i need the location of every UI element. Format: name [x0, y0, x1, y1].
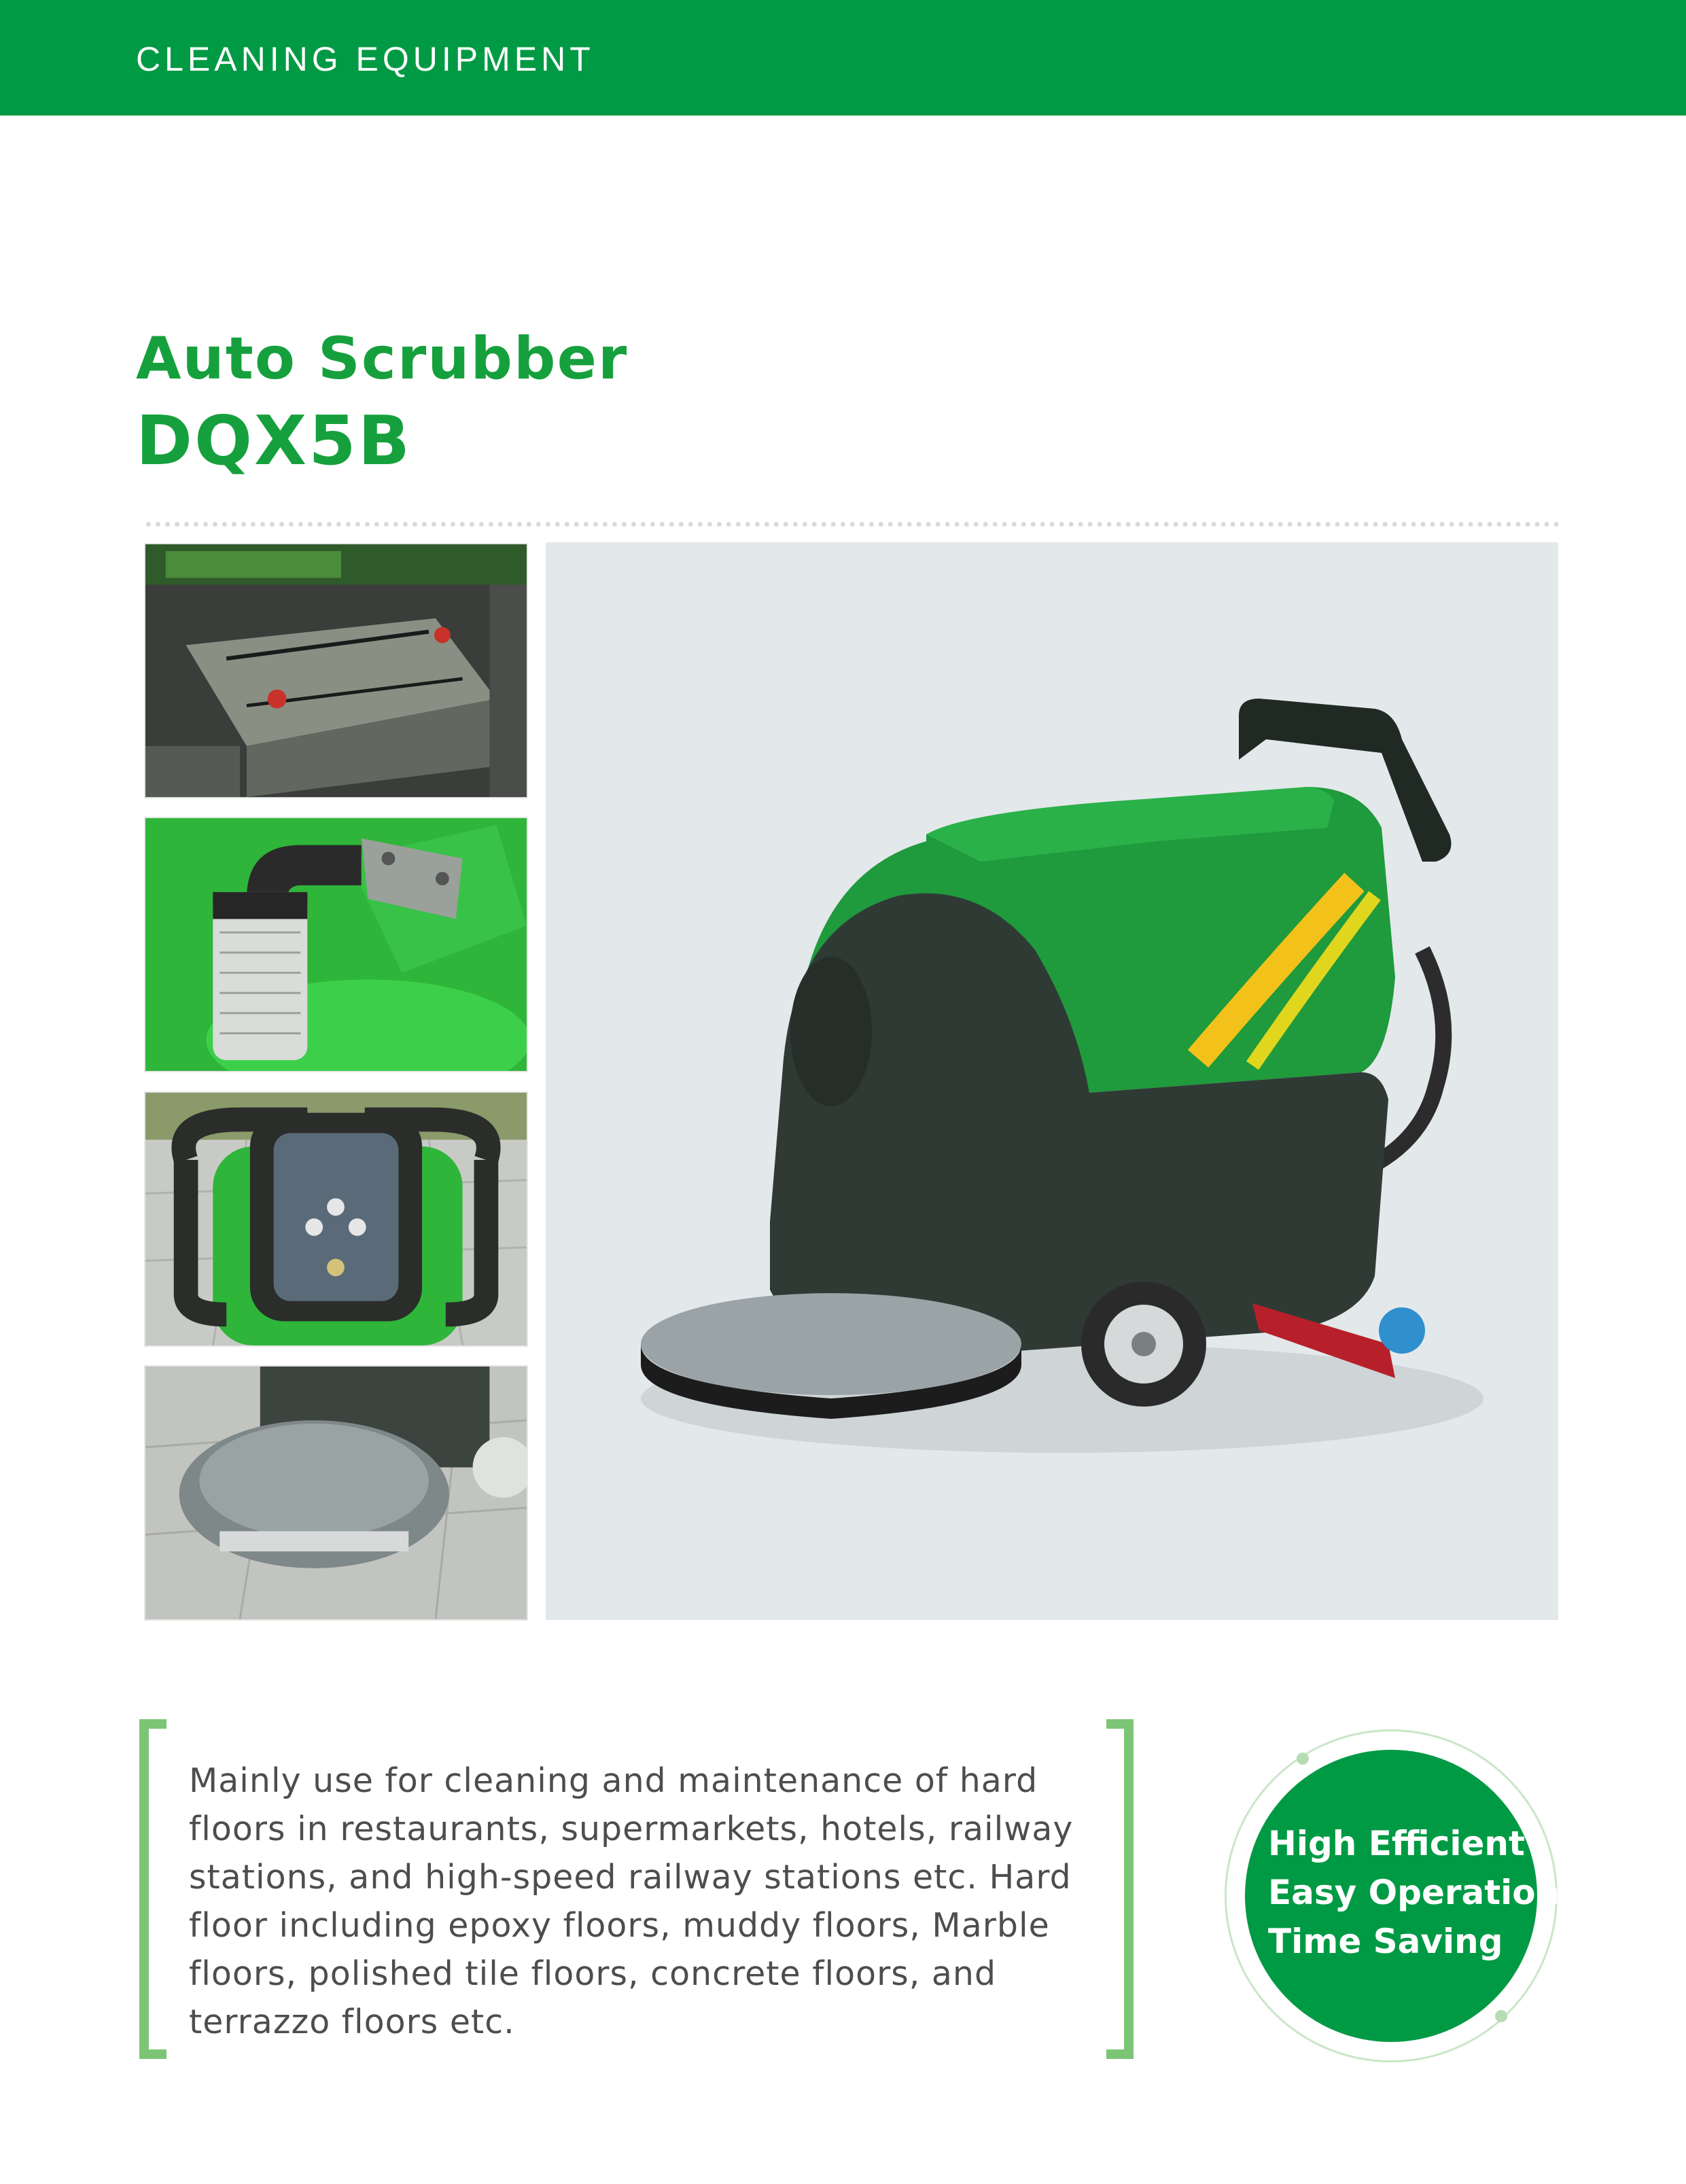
- main-product-photo: [546, 542, 1558, 1620]
- product-type-heading: Auto Scrubber: [136, 325, 629, 393]
- left-bracket: [139, 1719, 166, 2059]
- right-bracket: [1106, 1719, 1134, 2059]
- control-handle-photo: [144, 1091, 528, 1347]
- feature-list: [1268, 1819, 1560, 1966]
- dotted-divider: [146, 522, 1560, 527]
- badge-dot-bottom: [1495, 2010, 1507, 2022]
- filter-photo: [144, 817, 528, 1072]
- badge-dot-top: [1297, 1753, 1309, 1765]
- product-description: Mainly use for cleaning and maintenance of hard floors in restaurants, supermarkets, hotels, railway stations, and high-speed railway stations etc. Hard floor including epoxy floors, muddy floors, Marble floors, polished tile floors, concrete floors, and terrazzo floors etc.: [189, 1761, 1074, 2041]
- brush-deck-photo: [144, 1365, 528, 1621]
- feature-item: Easy Operation: [1268, 1873, 1560, 1912]
- feature-item: High Efficient: [1268, 1824, 1525, 1863]
- feature-item: Time Saving: [1268, 1922, 1503, 1961]
- battery-compartment-photo: [144, 543, 528, 798]
- product-model-heading: DQX5B: [136, 401, 412, 480]
- header-title: CLEANING EQUIPMENT: [136, 40, 595, 78]
